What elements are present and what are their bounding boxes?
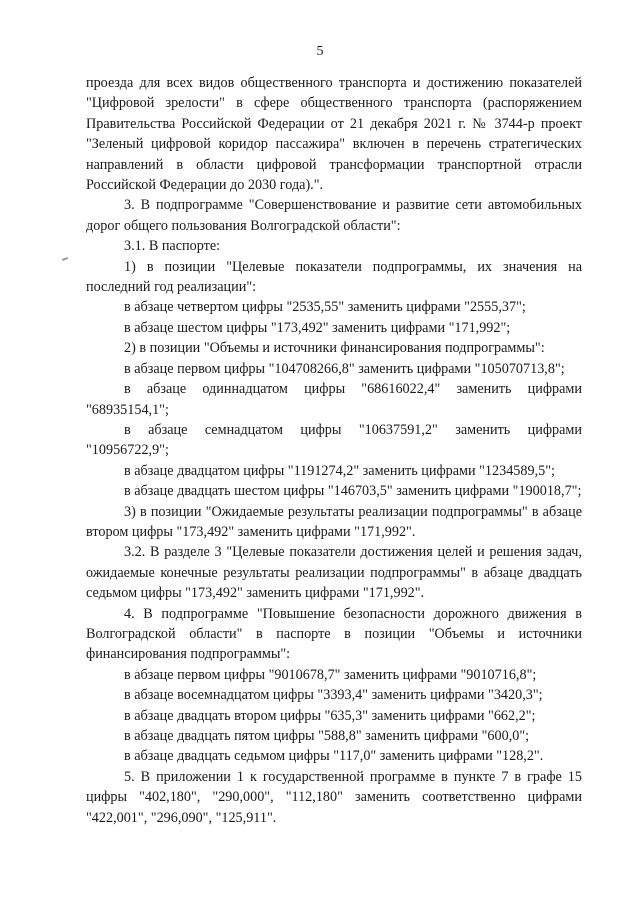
paragraph-amendment: в абзаце двадцать пятом цифры "588,8" заменить цифрами "600,0"; — [124, 728, 530, 744]
paragraph-amendment: в абзаце четвертом цифры "2535,55" заменить цифрами "2555,37"; — [124, 299, 526, 316]
paragraph-amendment: в абзаце двадцать седьмом цифры "117,0" заменить цифрами "128,2". — [124, 748, 544, 765]
paragraph-amendment: в абзаце двадцать втором цифры "635,3" заменить цифрами "662,2"; — [124, 707, 536, 724]
paragraph-item-4: 4. В подпрограмме "Повышение безопасности дорожного движения в Волгоградской области" в паспорте в позиции "Объемы и источники финансирования подпрограммы": — [86, 605, 582, 663]
paragraph-amendment: в абзаце двадцатом цифры "1191274,2" заменить цифрами "1234589,5"; — [124, 462, 555, 479]
paragraph-amendment: в абзаце одиннадцатом цифры "68616022,4" заменить цифрами "68935154,1"; — [86, 381, 582, 418]
paragraph-amendment: в абзаце двадцать шестом цифры "146703,5" заменить цифрами "190018,7"; — [124, 483, 582, 500]
document-body — [86, 73, 582, 828]
paragraph-amendment: в абзаце первом цифры "104708266,8" заменить цифрами "105070713,8"; — [124, 360, 565, 377]
paragraph-amendment: в абзаце первом цифры "9010678,7" заменить цифрами "9010716,8"; — [124, 666, 537, 683]
paragraph-item-3: 3. В подпрограмме "Совершенствование и развитие сети автомобильных дорог общего пользования Волгоградской области": — [86, 197, 582, 234]
paragraph-item-3-1-1: 1) в позиции "Целевые показатели подпрограммы, их значения на последний год реализации": — [86, 258, 582, 296]
paragraph-item-3-1-2: 2) в позиции "Объемы и источники финансирования подпрограммы": — [124, 340, 545, 357]
paragraph-amendment: в абзаце семнадцатом цифры "10637591,2" заменить цифрами "10956722,9"; — [86, 421, 582, 459]
paragraph-item-5: 5. В приложении 1 к государственной программе в пункте 7 в графе 15 цифры "402,180", "290,000", "112,180" заменить соответственно цифрами "422,001", "296,090", "125,911". — [86, 768, 582, 826]
paragraph-continuation: проезда для всех видов общественного транспорта и достижению показателей "Цифровой зрелости" в сфере общественного транспорта (распоряжением Правительства Российской Федерации от 21 декабря 2021 г. № 3744-р проект "Зеленый цифровой коридор пассажира" включен в перечень стратегических направлений в области цифровой трансформации транспортной отрасли Российской Федерации до 2030 года).". — [86, 75, 582, 194]
page-number: 5 — [316, 44, 324, 59]
paragraph-amendment: в абзаце шестом цифры "173,492" заменить цифрами "171,992"; — [124, 319, 511, 336]
paragraph-item-3-2: 3.2. В разделе 3 "Целевые показатели достижения целей и решения задач, ожидаемые конечные результаты реализации подпрограммы" в абзаце двадцать седьмом цифры "173,492" заменить цифрами "171,992". — [86, 544, 582, 602]
paragraph-item-3-1-3: 3) в позиции "Ожидаемые результаты реализации подпрограммы" в абзаце втором цифры "173,492" заменить цифрами "171,992". — [86, 503, 582, 540]
paragraph-amendment: в абзаце восемнадцатом цифры "3393,4" заменить цифрами "3420,3"; — [124, 687, 543, 704]
margin-mark — [62, 257, 68, 261]
paragraph-item-3-1: 3.1. В паспорте: — [124, 238, 221, 255]
